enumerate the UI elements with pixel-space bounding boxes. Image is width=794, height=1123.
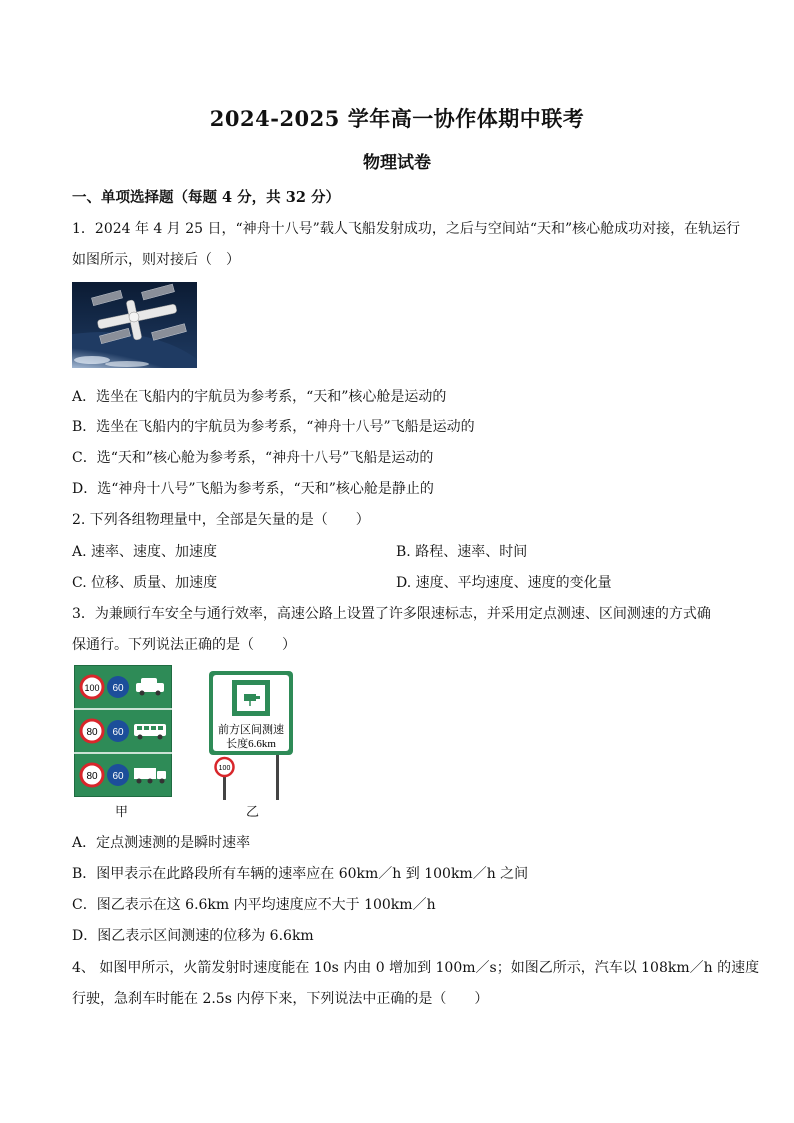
q1-stem-line2: 如图所示，则对接后（ ）: [72, 252, 240, 268]
q3-stem-line1: 3．为兼顾行车安全与通行效率，高速公路上设置了许多限速标志，并采用定点测速、区间测速的方式确: [72, 606, 711, 622]
jia-row1-max: 100: [84, 683, 100, 693]
q4-stem-line1: 4、 如图甲所示，火箭发射时速度能在 10s 内由 0 增加到 100m／s；如图乙所示，汽车以 108km／h 的速度: [72, 960, 760, 976]
yi-text1: 前方区间测速: [218, 724, 284, 736]
q1-option-b: B．选坐在飞船内的宇航员为参考系，“神舟十八号”飞船是运动的: [72, 419, 475, 435]
q4-stem-line2: 行驶，急刹车时能在 2.5s 内停下来，下列说法中正确的是（ ）: [72, 991, 489, 1007]
jia-row2-max: 80: [86, 727, 98, 738]
jia-row2-min: 60: [112, 727, 124, 738]
q3-option-d: D．图乙表示区间测速的位移为 6.6km: [72, 928, 314, 944]
jia-row3-max: 80: [86, 771, 98, 782]
q1-option-d: D．选“神舟十八号”飞船为参考系，“天和”核心舱是静止的: [72, 481, 434, 497]
exam-title: 2024-2025 学年高一协作体期中联考: [209, 106, 585, 131]
interval-speed-sign-yi: [208, 670, 298, 800]
yi-text2: 长度6.6km: [226, 738, 276, 750]
space-station-image: [72, 282, 197, 368]
section-heading: 一、单项选择题（每题 4 分，共 32 分）: [72, 189, 340, 206]
q2-option-b: B. 路程、速率、时间: [396, 544, 528, 560]
q3-option-b: B．图甲表示在此路段所有车辆的速率应在 60km／h 到 100km／h 之间: [72, 866, 529, 882]
q3-option-c: C．图乙表示在这 6.6km 内平均速度应不大于 100km／h: [72, 897, 436, 913]
q2-option-a: A. 速率、速度、加速度: [72, 544, 218, 560]
yi-limit: 100: [218, 765, 231, 772]
q1-option-a: A．选坐在飞船内的宇航员为参考系，“天和”核心舱是运动的: [72, 389, 447, 405]
jia-row3-min: 60: [112, 771, 124, 782]
q3-stem-line2: 保通行。下列说法正确的是（ ）: [72, 637, 296, 653]
caption-yi: 乙: [246, 805, 260, 820]
q1-option-c: C．选“天和”核心舱为参考系，“神舟十八号”飞船是运动的: [72, 450, 434, 466]
q3-option-a: A．定点测速测的是瞬时速率: [72, 835, 251, 851]
speed-limit-sign-jia: [74, 665, 172, 797]
jia-row1-min: 60: [112, 683, 124, 694]
q1-stem-line1: 1．2024 年 4 月 25 日，“神舟十八号”载人飞船发射成功，之后与空间站“天和”核心舱成功对接，在轨运行: [72, 221, 741, 237]
q2-stem: 2. 下列各组物理量中，全部是矢量的是（ ）: [72, 512, 370, 528]
q2-option-c: C. 位移、质量、加速度: [72, 575, 218, 591]
exam-subtitle: 物理试卷: [363, 153, 431, 173]
q2-option-d: D. 速度、平均速度、速度的变化量: [396, 575, 612, 591]
caption-jia: 甲: [115, 805, 129, 820]
